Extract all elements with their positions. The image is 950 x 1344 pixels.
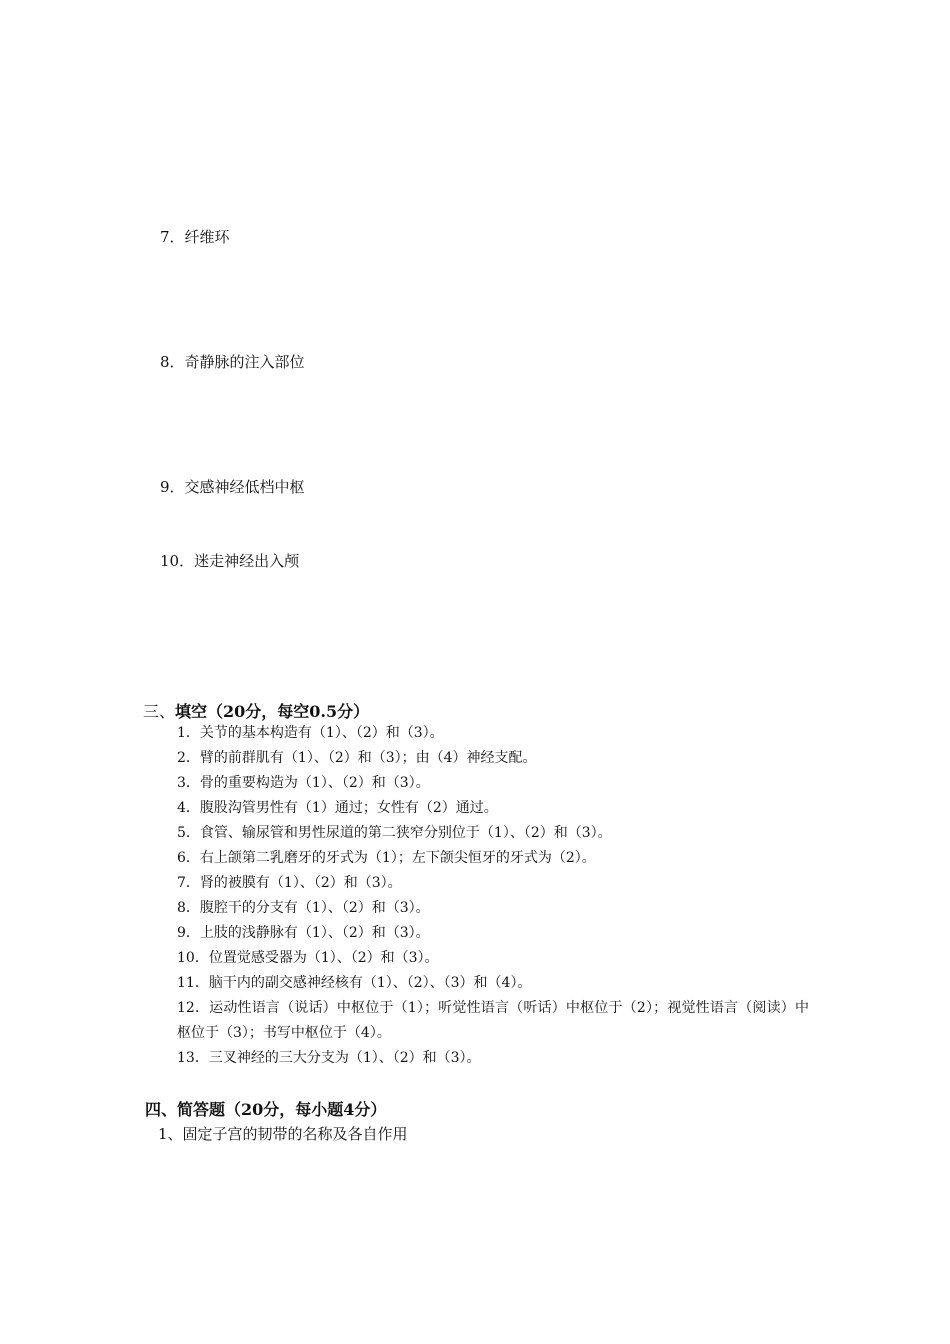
section-3-title: 填空（20分，每空0.5分） xyxy=(175,702,370,721)
fill-item-8: 8．腹腔干的分支有（1）、（2）和（3）。 xyxy=(177,900,430,916)
fill-item-6: 6．右上颌第二乳磨牙的牙式为（1）；左下颌尖恒牙的牙式为（2）。 xyxy=(177,850,596,866)
term-item-10: 10．迷走神经出入颅 xyxy=(160,552,300,570)
fill-item-5: 5．食管、输尿管和男性尿道的第二狭窄分别位于（1）、（2）和（3）。 xyxy=(177,825,612,841)
section-3-heading xyxy=(143,699,369,722)
fill-item-13: 13．三叉神经的三大分支为（1）、（2）和（3）。 xyxy=(177,1050,481,1066)
fill-item-11: 11．脑干内的副交感神经核有（1）、（2）、（3）和（4）。 xyxy=(177,975,532,991)
fill-item-3: 3．骨的重要构造为（1）、（2）和（3）。 xyxy=(177,775,430,791)
fill-item-2: 2．臂的前群肌有（1）、（2）和（3）；由（4）神经支配。 xyxy=(177,750,537,766)
short-answer-item-1: 1、固定子宫的韧带的名称及各自作用 xyxy=(158,1125,408,1143)
term-item-9: 9．交感神经低档中枢 xyxy=(160,478,305,496)
fill-item-7: 7．肾的被膜有（1）、（2）和（3）。 xyxy=(177,875,402,891)
fill-item-10: 10．位置觉感受器为（1）、（2）和（3）。 xyxy=(177,950,439,966)
term-item-7: 7．纤维环 xyxy=(160,228,230,246)
section-3-prefix: 三、 xyxy=(143,702,176,721)
term-item-8: 8．奇静脉的注入部位 xyxy=(160,353,305,371)
fill-item-1: 1．关节的基本构造有（1）、（2）和（3）。 xyxy=(177,725,444,741)
fill-item-4: 4．腹股沟管男性有（1）通过；女性有（2）通过。 xyxy=(177,800,498,816)
section-4-title: 四、简答题（20分，每小题4分） xyxy=(145,1100,387,1119)
fill-item-12: 12．运动性语言（说话）中枢位于（1）；听觉性语言（听话）中枢位于（2）；视觉性语言（阅读）中枢位于（3）；书写中枢位于（4）。 xyxy=(177,1000,809,1041)
fill-item-9: 9．上肢的浅静脉有（1）、（2）和（3）。 xyxy=(177,925,430,941)
